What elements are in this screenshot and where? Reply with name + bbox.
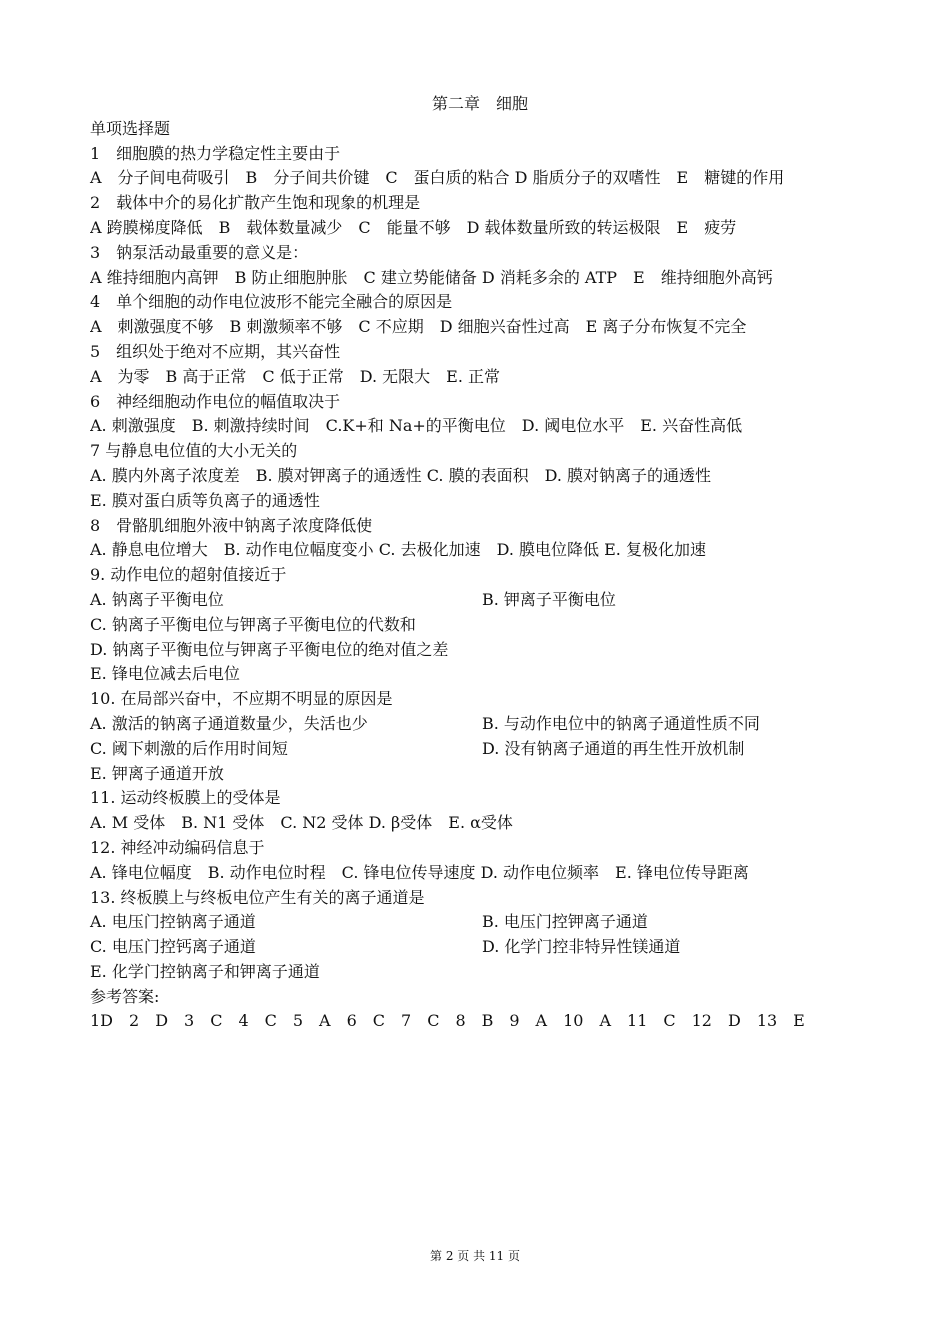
q13-option-d: D. 化学门控非特异性镁通道 [482,937,681,957]
q13-option-e: E. 化学门控钠离子和钾离子通道 [90,961,320,981]
q13-option-c: C. 电压门控钙离子通道 [90,937,256,957]
q9-options-ab [90,588,870,613]
q7-options: A. 膜内外离子浓度差 B. 膜对钾离子的通透性 C. 膜的表面积 D. 膜对钠离子的通透性 [90,465,712,485]
chapter-title: 第二章 细胞 [431,94,528,113]
q2-options: A 跨膜梯度降低 B 载体数量减少 C 能量不够 D 载体数量所致的转运极限 E 疲劳 [90,217,737,237]
q4-options: A 刺激强度不够 B 刺激频率不够 C 不应期 D 细胞兴奋性过高 E 离子分布恢复不完全 [90,317,747,337]
q13-options-cd [90,935,870,960]
q10-options-ab [90,712,870,737]
q13-option-a: A. 电压门控钠离子通道 [90,912,256,932]
q10-option-d: D. 没有钠离子通道的再生性开放机制 [482,738,745,758]
page-footer: 第 2 页 共 11 页 [430,1249,520,1263]
q7-stem: 7 与静息电位值的大小无关的 [90,441,298,461]
q9-stem: 9. 动作电位的超射值接近于 [90,565,287,585]
q4-stem: 4 单个细胞的动作电位波形不能完全融合的原因是 [90,292,453,312]
q8-stem: 8 骨骼肌细胞外液中钠离子浓度降低使 [90,515,373,535]
q1-stem: 1 细胞膜的热力学稳定性主要由于 [90,143,341,163]
q9-option-d: D. 钠离子平衡电位与钾离子平衡电位的绝对值之差 [90,639,449,659]
q13-stem: 13. 终板膜上与终板电位产生有关的离子通道是 [90,887,425,907]
q7-option-e: E. 膜对蛋白质等负离子的通透性 [90,490,320,510]
q9-option-a: A. 钠离子平衡电位 [90,589,224,609]
q2-stem: 2 载体中介的易化扩散产生饱和现象的机理是 [90,193,421,213]
q10-option-e: E. 钾离子通道开放 [90,763,224,783]
q12-options: A. 锋电位幅度 B. 动作电位时程 C. 锋电位传导速度 D. 动作电位频率 E. 锋电位传导距离 [90,862,749,882]
q3-options: A 维持细胞内高钾 B 防止细胞肿胀 C 建立势能储备 D 消耗多余的 ATP E 维持细胞外高钙 [90,267,773,287]
q10-stem: 10. 在局部兴奋中，不应期不明显的原因是 [90,689,393,709]
q8-options: A. 静息电位增大 B. 动作电位幅度变小 C. 去极化加速 D. 膜电位降低 E. 复极化加速 [90,540,706,560]
section-heading: 单项选择题 [90,118,171,138]
q10-option-c: C. 阈下刺激的后作用时间短 [90,738,288,758]
q10-options-cd [90,737,870,762]
answer-key: 1D 2 D 3 C 4 C 5 A 6 C 7 C 8 B 9 A 10 A 11 C 12 D 13 E [90,1011,805,1031]
q5-stem: 5 组织处于绝对不应期，其兴奋性 [90,341,341,361]
q12-stem: 12. 神经冲动编码信息于 [90,837,265,857]
q6-stem: 6 神经细胞动作电位的幅值取决于 [90,391,341,411]
q11-stem: 11. 运动终板膜上的受体是 [90,788,281,808]
q5-options: A 为零 B 高于正常 C 低于正常 D. 无限大 E. 正常 [90,366,501,386]
q11-options: A. M 受体 B. N1 受体 C. N2 受体 D. β受体 E. α受体 [90,813,513,833]
q3-stem: 3 钠泵活动最重要的意义是： [90,242,309,262]
q9-option-e: E. 锋电位减去后电位 [90,664,240,684]
q1-options: A 分子间电荷吸引 B 分子间共价键 C 蛋白质的粘合 D 脂质分子的双嗜性 E 糖键的作用 [90,168,785,188]
document-page [90,92,870,1034]
answers-label: 参考答案: [90,986,160,1006]
q9-option-b: B. 钾离子平衡电位 [482,589,616,609]
q6-options: A. 刺激强度 B. 刺激持续时间 C.K+和 Na+的平衡电位 D. 阈电位水平 E. 兴奋性高低 [90,416,743,436]
q9-option-c: C. 钠离子平衡电位与钾离子平衡电位的代数和 [90,614,416,634]
q13-option-b: B. 电压门控钾离子通道 [482,912,648,932]
q10-option-b: B. 与动作电位中的钠离子通道性质不同 [482,713,760,733]
q10-option-a: A. 激活的钠离子通道数量少，失活也少 [90,713,368,733]
q13-options-ab [90,910,870,935]
